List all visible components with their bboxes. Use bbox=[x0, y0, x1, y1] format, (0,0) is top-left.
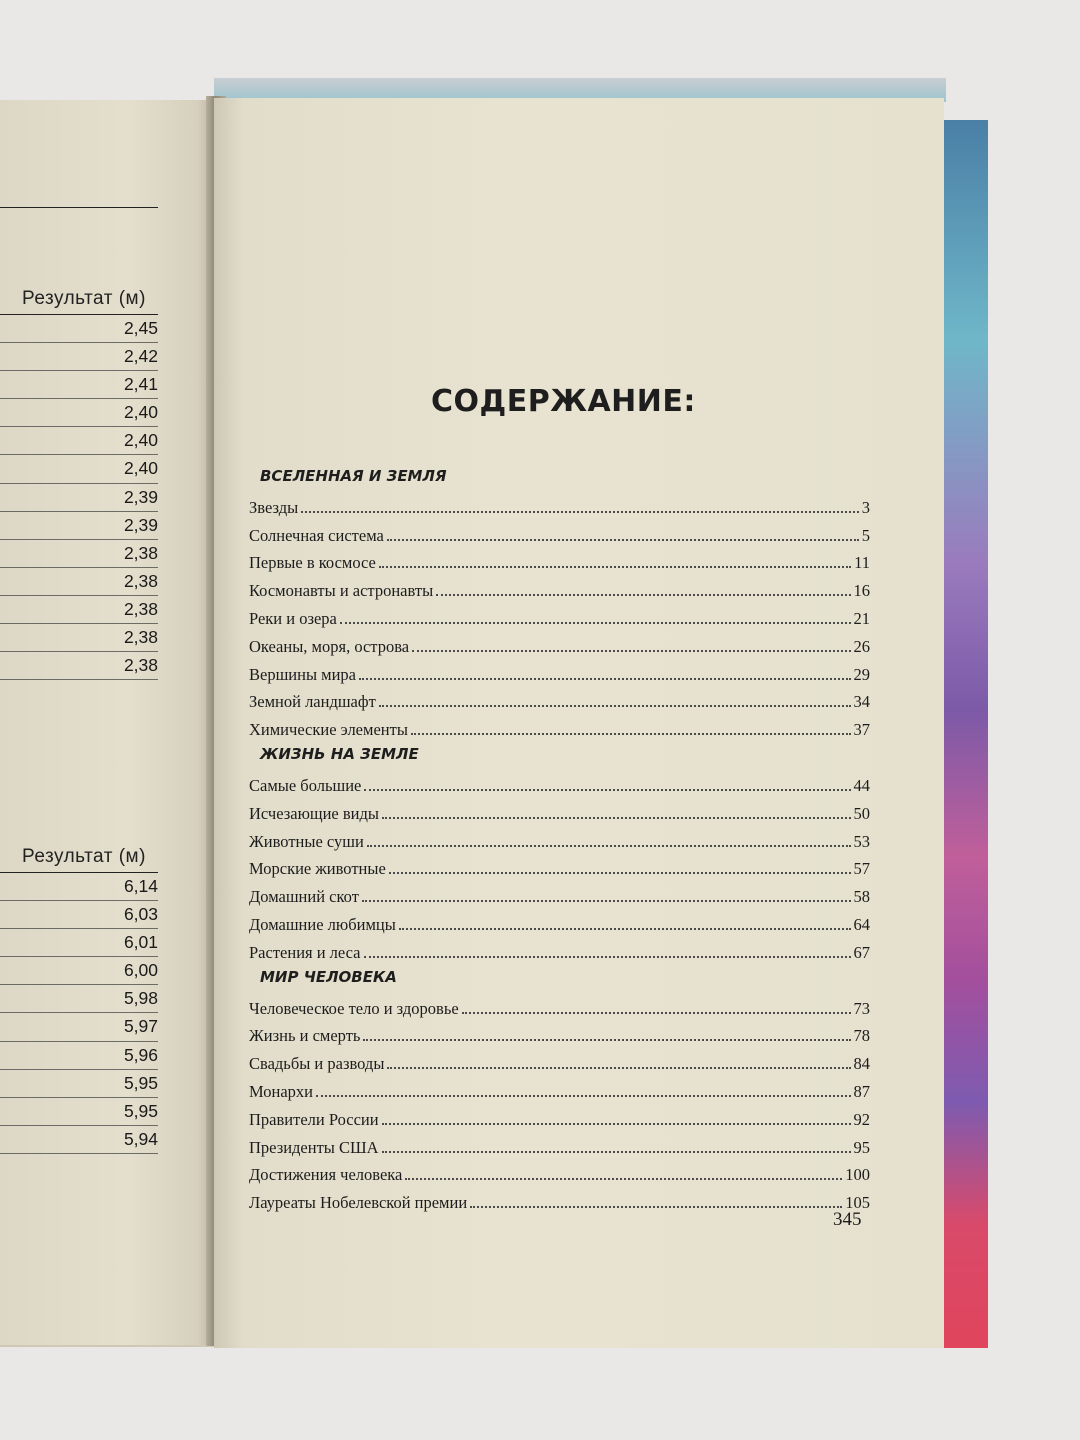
table-row bbox=[0, 315, 158, 343]
toc-entry-label: Звезды bbox=[249, 497, 299, 517]
left-table2-header: Результат (м) bbox=[22, 846, 146, 867]
toc-entry-page: 3 bbox=[861, 497, 870, 517]
toc-entry-label: Морские животные bbox=[249, 859, 386, 879]
toc-entry-page: 67 bbox=[853, 942, 870, 962]
result-value: 2,40 bbox=[123, 402, 158, 423]
toc-leader-dots bbox=[316, 1095, 851, 1097]
toc-entry bbox=[249, 852, 870, 880]
toc-leader-dots bbox=[379, 705, 851, 707]
toc-entry bbox=[249, 657, 870, 685]
toc-entry-page: 64 bbox=[853, 914, 870, 934]
table-row bbox=[0, 399, 158, 427]
toc-entry-label: Земной ландшафт bbox=[249, 692, 376, 712]
result-value: 2,41 bbox=[123, 374, 158, 395]
result-value: 2,38 bbox=[123, 655, 158, 676]
toc-entry-page: 53 bbox=[853, 831, 870, 851]
toc-section-heading: ВСЕЛЕННАЯ И ЗЕМЛЯ bbox=[260, 467, 447, 485]
toc-entry-label: Президенты США bbox=[249, 1137, 379, 1157]
toc-entry-page: 87 bbox=[853, 1081, 870, 1101]
toc-entry bbox=[249, 879, 870, 907]
toc-section-heading: МИР ЧЕЛОВЕКА bbox=[260, 967, 397, 986]
toc-entry-label: Домашний скот bbox=[249, 887, 359, 907]
toc-leader-dots bbox=[436, 594, 850, 596]
toc-entry-label: Вершины мира bbox=[249, 664, 357, 684]
result-value: 2,39 bbox=[123, 514, 158, 535]
toc-leader-dots bbox=[411, 733, 851, 735]
table-row bbox=[0, 901, 158, 929]
table-row bbox=[0, 540, 158, 568]
table-row bbox=[0, 624, 158, 652]
toc-leader-dots bbox=[340, 622, 851, 624]
result-value: 2,38 bbox=[123, 542, 158, 563]
toc-entry-page: 26 bbox=[853, 636, 870, 656]
page-number: 345 bbox=[833, 1209, 862, 1230]
toc-entry-page: 105 bbox=[845, 1193, 870, 1213]
toc-entry-label: Космонавты и астронавты bbox=[249, 581, 434, 601]
toc-leader-dots bbox=[363, 1039, 850, 1041]
result-value: 6,03 bbox=[123, 904, 158, 925]
toc-title: СОДЕРЖАНИЕ: bbox=[431, 384, 696, 419]
toc-entry-label: Первые в космосе bbox=[249, 553, 376, 573]
toc-entry-page: 57 bbox=[853, 859, 870, 879]
toc-entry bbox=[249, 1158, 870, 1186]
left-table2 bbox=[0, 873, 158, 1154]
result-value: 2,40 bbox=[123, 430, 158, 451]
toc-entry bbox=[249, 991, 870, 1019]
toc-entry-page: 11 bbox=[854, 553, 870, 573]
toc-leader-dots bbox=[470, 1206, 842, 1208]
cover-side-edge bbox=[938, 120, 988, 1348]
toc-entry bbox=[249, 1102, 870, 1130]
left-top-rule bbox=[0, 207, 158, 208]
toc-entry bbox=[249, 546, 870, 574]
table-row bbox=[0, 1070, 158, 1098]
toc-leader-dots bbox=[301, 511, 859, 513]
toc-leader-dots bbox=[367, 845, 851, 847]
table-of-contents bbox=[249, 462, 870, 1213]
table-row bbox=[0, 427, 158, 455]
toc-leader-dots bbox=[364, 789, 850, 791]
toc-entry-page: 37 bbox=[853, 720, 870, 740]
toc-leader-dots bbox=[462, 1012, 851, 1014]
toc-entry-page: 16 bbox=[853, 581, 870, 601]
table-row bbox=[0, 1042, 158, 1070]
toc-entry bbox=[249, 1185, 870, 1213]
toc-entry-label: Исчезающие виды bbox=[249, 803, 379, 823]
toc-entry-page: 21 bbox=[853, 608, 870, 628]
toc-entry-label: Правители России bbox=[249, 1109, 379, 1129]
toc-entry-label: Человеческое тело и здоровье bbox=[249, 998, 459, 1018]
toc-entry-label: Лауреаты Нобелевской премии bbox=[249, 1193, 468, 1213]
toc-entry-page: 78 bbox=[853, 1026, 870, 1046]
result-value: 2,38 bbox=[123, 570, 158, 591]
toc-entry bbox=[249, 490, 870, 518]
result-value: 2,40 bbox=[123, 458, 158, 479]
toc-leader-dots bbox=[382, 1123, 851, 1125]
result-value: 6,00 bbox=[123, 960, 158, 981]
toc-entry-page: 95 bbox=[853, 1137, 870, 1157]
table-row bbox=[0, 568, 158, 596]
toc-entry bbox=[249, 768, 870, 796]
row-rule bbox=[0, 679, 158, 680]
toc-leader-dots bbox=[379, 566, 851, 568]
toc-entry-page: 100 bbox=[845, 1165, 870, 1185]
toc-leader-dots bbox=[382, 1151, 851, 1153]
table-row bbox=[0, 596, 158, 624]
toc-leader-dots bbox=[387, 1067, 850, 1069]
toc-entry-label: Реки и озера bbox=[249, 608, 337, 628]
table-row bbox=[0, 929, 158, 957]
toc-entry bbox=[249, 1019, 870, 1047]
toc-section-heading: ЖИЗНЬ НА ЗЕМЛЕ bbox=[260, 745, 419, 764]
toc-entry-page: 29 bbox=[853, 664, 870, 684]
table-row bbox=[0, 985, 158, 1013]
result-value: 6,14 bbox=[123, 876, 158, 896]
left-table1-header: Результат (м) bbox=[22, 288, 146, 309]
result-value: 2,39 bbox=[123, 486, 158, 507]
left-table1 bbox=[0, 315, 158, 680]
toc-entry-page: 50 bbox=[853, 803, 870, 823]
toc-entry bbox=[249, 1046, 870, 1074]
result-value: 2,42 bbox=[123, 346, 158, 367]
table-row bbox=[0, 873, 158, 901]
toc-leader-dots bbox=[382, 817, 851, 819]
table-row bbox=[0, 455, 158, 483]
toc-entry bbox=[249, 1074, 870, 1102]
toc-entry bbox=[249, 601, 870, 629]
toc-entry bbox=[249, 824, 870, 852]
toc-entry-page: 58 bbox=[853, 887, 870, 907]
toc-entry-label: Самые большие bbox=[249, 775, 362, 795]
toc-leader-dots bbox=[389, 872, 851, 874]
toc-entry bbox=[249, 629, 870, 657]
toc-entry-label: Океаны, моря, острова bbox=[249, 636, 410, 656]
result-value: 2,38 bbox=[123, 627, 158, 648]
toc-entry-page: 5 bbox=[861, 525, 870, 545]
result-value: 2,45 bbox=[123, 318, 158, 338]
result-value: 5,94 bbox=[123, 1128, 158, 1149]
toc-leader-dots bbox=[359, 678, 850, 680]
toc-entry-page: 84 bbox=[853, 1054, 870, 1074]
toc-entry bbox=[249, 518, 870, 546]
row-rule bbox=[0, 1153, 158, 1154]
toc-leader-dots bbox=[405, 1178, 842, 1180]
toc-entry-page: 34 bbox=[853, 692, 870, 712]
toc-leader-dots bbox=[412, 650, 850, 652]
toc-entry-label: Солнечная система bbox=[249, 525, 384, 545]
result-value: 6,01 bbox=[123, 932, 158, 953]
toc-leader-dots bbox=[387, 539, 859, 541]
toc-entry bbox=[249, 796, 870, 824]
toc-entry-page: 44 bbox=[853, 775, 870, 795]
table-row bbox=[0, 1098, 158, 1126]
toc-entry bbox=[249, 685, 870, 713]
left-page bbox=[0, 100, 214, 1347]
table-row bbox=[0, 512, 158, 540]
result-value: 2,38 bbox=[123, 598, 158, 619]
table-row bbox=[0, 1013, 158, 1041]
table-row bbox=[0, 484, 158, 512]
toc-leader-dots bbox=[399, 928, 851, 930]
toc-entry-page: 73 bbox=[853, 998, 870, 1018]
toc-entry bbox=[249, 573, 870, 601]
toc-entry-label: Домашние любимцы bbox=[249, 914, 396, 934]
toc-entry-label: Животные суши bbox=[249, 831, 364, 851]
toc-entry-label: Свадьбы и разводы bbox=[249, 1054, 385, 1074]
table-row bbox=[0, 343, 158, 371]
result-value: 5,95 bbox=[123, 1072, 158, 1093]
toc-leader-dots bbox=[362, 900, 851, 902]
result-value: 5,97 bbox=[123, 1016, 158, 1037]
table-row bbox=[0, 652, 158, 680]
toc-entry-page: 92 bbox=[853, 1109, 870, 1129]
toc-entry-label: Растения и леса bbox=[249, 942, 361, 962]
table-row bbox=[0, 1126, 158, 1154]
toc-entry bbox=[249, 907, 870, 935]
toc-entry-label: Жизнь и смерть bbox=[249, 1026, 361, 1046]
toc-entry bbox=[249, 1130, 870, 1158]
toc-entry-label: Монархи bbox=[249, 1081, 313, 1101]
result-value: 5,95 bbox=[123, 1100, 158, 1121]
toc-entry-label: Химические элементы bbox=[249, 720, 408, 740]
table-row bbox=[0, 371, 158, 399]
result-value: 5,96 bbox=[123, 1044, 158, 1065]
table-row bbox=[0, 957, 158, 985]
toc-entry bbox=[249, 712, 870, 740]
toc-entry bbox=[249, 935, 870, 963]
toc-entry-label: Достижения человека bbox=[249, 1165, 403, 1185]
toc-leader-dots bbox=[364, 956, 851, 958]
result-value: 5,98 bbox=[123, 988, 158, 1009]
